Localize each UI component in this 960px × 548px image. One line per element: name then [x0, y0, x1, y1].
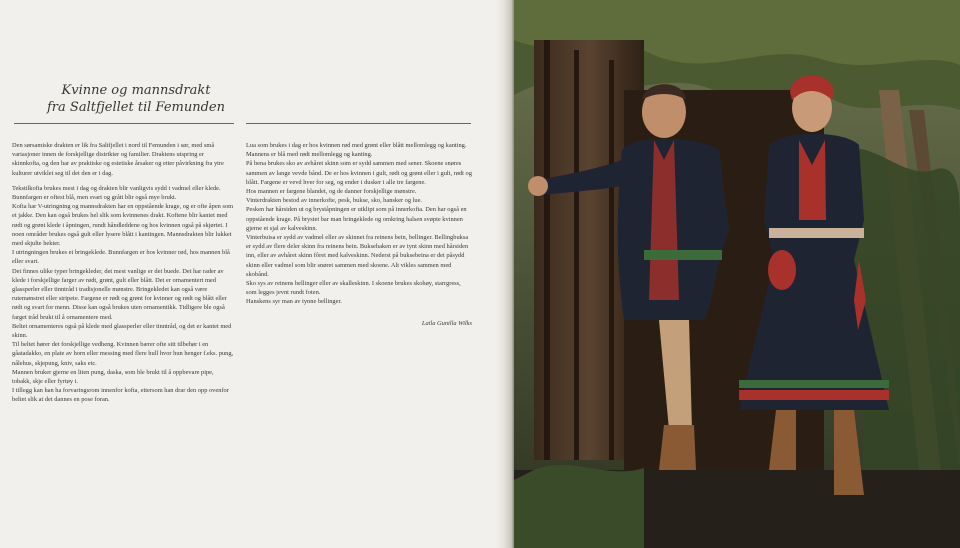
right-page-photo [514, 0, 960, 548]
article-title [36, 82, 236, 116]
man-tunic-trim [649, 140, 679, 300]
paragraph: I utringningen brukes et bringeklede. Bunnfargen er hos kvinner rød, hos mannen blå eller svart. [12, 249, 230, 266]
plank-seam [574, 50, 579, 460]
paragraph: Kofta har V-utringning og mannsdrakten har en oppstående krage, og er ofte åpen som et jakke. Den kan også brukes hel slik som kvinnenes drakt. Koftene blir kantet med rødt og grønt klede i åpningen, rundt håndleddene og hos kvinnen også på skjørtet. I noen områder brukes også gult eller lysere blått i kantingen. Mannsdrakten blir lukket med skjulte hekter. [12, 203, 234, 248]
ground-plants [514, 465, 644, 548]
paragraph: Mannen bruker gjerne en liten pung, daska, som ble brukt til å oppbevare pipe, tobakk, skje eller fyrtøy i. [12, 368, 214, 386]
paragraph: Det finnes ulike typer bringekleder, det mest vanlige er det buede. Det har rader av klede i forskjellige farger av rødt, grønt, gult eller blått. Det er ornamentert med glassperler eller tinntråd i tradisjonelle mønstre. Bringekledet kan også være rutemønstret eller stripete. Fargene er rødt og grønt for kvinner og rødt og blått eller rødt og svart for menn. Disse kan også brukes uten ornamentikk. Tidligere ble også farget tråd brukt til å ornamentere med. [12, 267, 227, 321]
skirt-trim-green [739, 380, 889, 388]
paragraph: Tekstilkofta brukes mest i dag og drakten blir vanligvis sydd i vadmel eller klede. Bunnfargen er oftest blå, men svart og grått blir også mye brukt. [12, 184, 221, 202]
plank-seam [609, 60, 614, 460]
man-hand [528, 176, 548, 196]
title-rule [14, 123, 234, 124]
woman-belt [769, 228, 864, 238]
paragraph: Lua som brukes i dag er hos kvinnen rød med grønt eller blått mellomlegg og kanting. Mannens er blå med rødt mellomlegg og kanting. [246, 142, 467, 159]
column-rule [246, 123, 471, 124]
skirt-trim-red [739, 390, 889, 400]
woman-pouch [768, 250, 796, 290]
man-belt [644, 250, 722, 260]
plank-seam [544, 40, 550, 460]
title-line-1: Kvinne og mannsdrakt [61, 83, 211, 98]
text-column-2 [246, 141, 472, 328]
paragraph: Hos mannen er fargene blandet, og de danner forskjellige mønstre. [246, 188, 417, 196]
paragraph: Den sørsamiske drakten er lik fra Saltfjellet i nord til Femunden i sør, med små variasjoner innen de forskjellige distrikter og familier. Draktens utspring er skinnkofta, og den har av praktiske og estetiske årsaker og etter påvirkning fra ytre kulturer utviklet seg til det den er i dag. [12, 142, 224, 177]
paragraph: Pesken har hårsiden ut og bryståpningen er utklipt som på innerkofta. Den har også en oppstående krage. På brystet bar man bringeklede og omkring halsen svøpte kvinnen gjerne et sjal av kalveskinn. [246, 206, 467, 232]
paragraph: Vinterdrakten bestod av innerkofte, pesk, bukse, sko, hansker og lue. [246, 197, 423, 205]
book-gutter [496, 0, 514, 548]
paragraph: Hanskens syr man av tynne bellinger. [246, 298, 342, 306]
photo-couple-in-sami-costume [514, 0, 960, 548]
paragraph: Sko sys av reinens bellinger eller av skalleskinn. I skoene brukes skohøy, starrgress, som legges jevnt rundt foten. [246, 280, 461, 297]
author-signature: Laila Gunilla Wilks [421, 319, 472, 327]
paragraph: Til beltet hører det forskjellige vedheng. Kvinnen bærer ofte sitt tilbehør i en gåatadakko, en plate av horn eller messing med flere hull hvor hun henger f.eks. pung, nålehus, skjepung, kniv, saks etc. [12, 341, 234, 367]
paragraph: I tillegg kan han ha forvaringsrom innenfor kofta, ettersom han drar den opp ovenfor beltet slik at det dannes en pose foran. [12, 387, 229, 404]
title-line-2: fra Saltfjellet til Femunden [47, 100, 225, 115]
paragraph: På bena brukes sko av avhåret skinn som er sydd sammen med sener. Skoene snøres sammen av lange vevde bånd. De er hos kvinnen i gult, rødt og grønt eller i gult, rødt og blått. Fargene er vevd hver for seg, og ender i dusker i alle tre fargene. [246, 160, 472, 186]
text-column-1 [12, 141, 234, 405]
paragraph: Vinterbuisa er sydd av vadmel eller av skinnet fra reinens bein, bellinger. Bellingbuksa er sydd av flere deler skinn fra reinens bein. Buksehaken er av tynt skinn med hårsiden inn, eller av avhåret skinn fôret med kalveskinn. Nederst på buksebeina er det påsydd skinn eller vadmel som blir snøret sammen med skoene. Alt vikles sammen med skobånd. [246, 234, 469, 278]
paragraph: Beltet ornamenteres også på klede med glassperler eller tinntråd, og det er kantet med skinn. [12, 322, 232, 340]
man-shoe [659, 425, 696, 470]
